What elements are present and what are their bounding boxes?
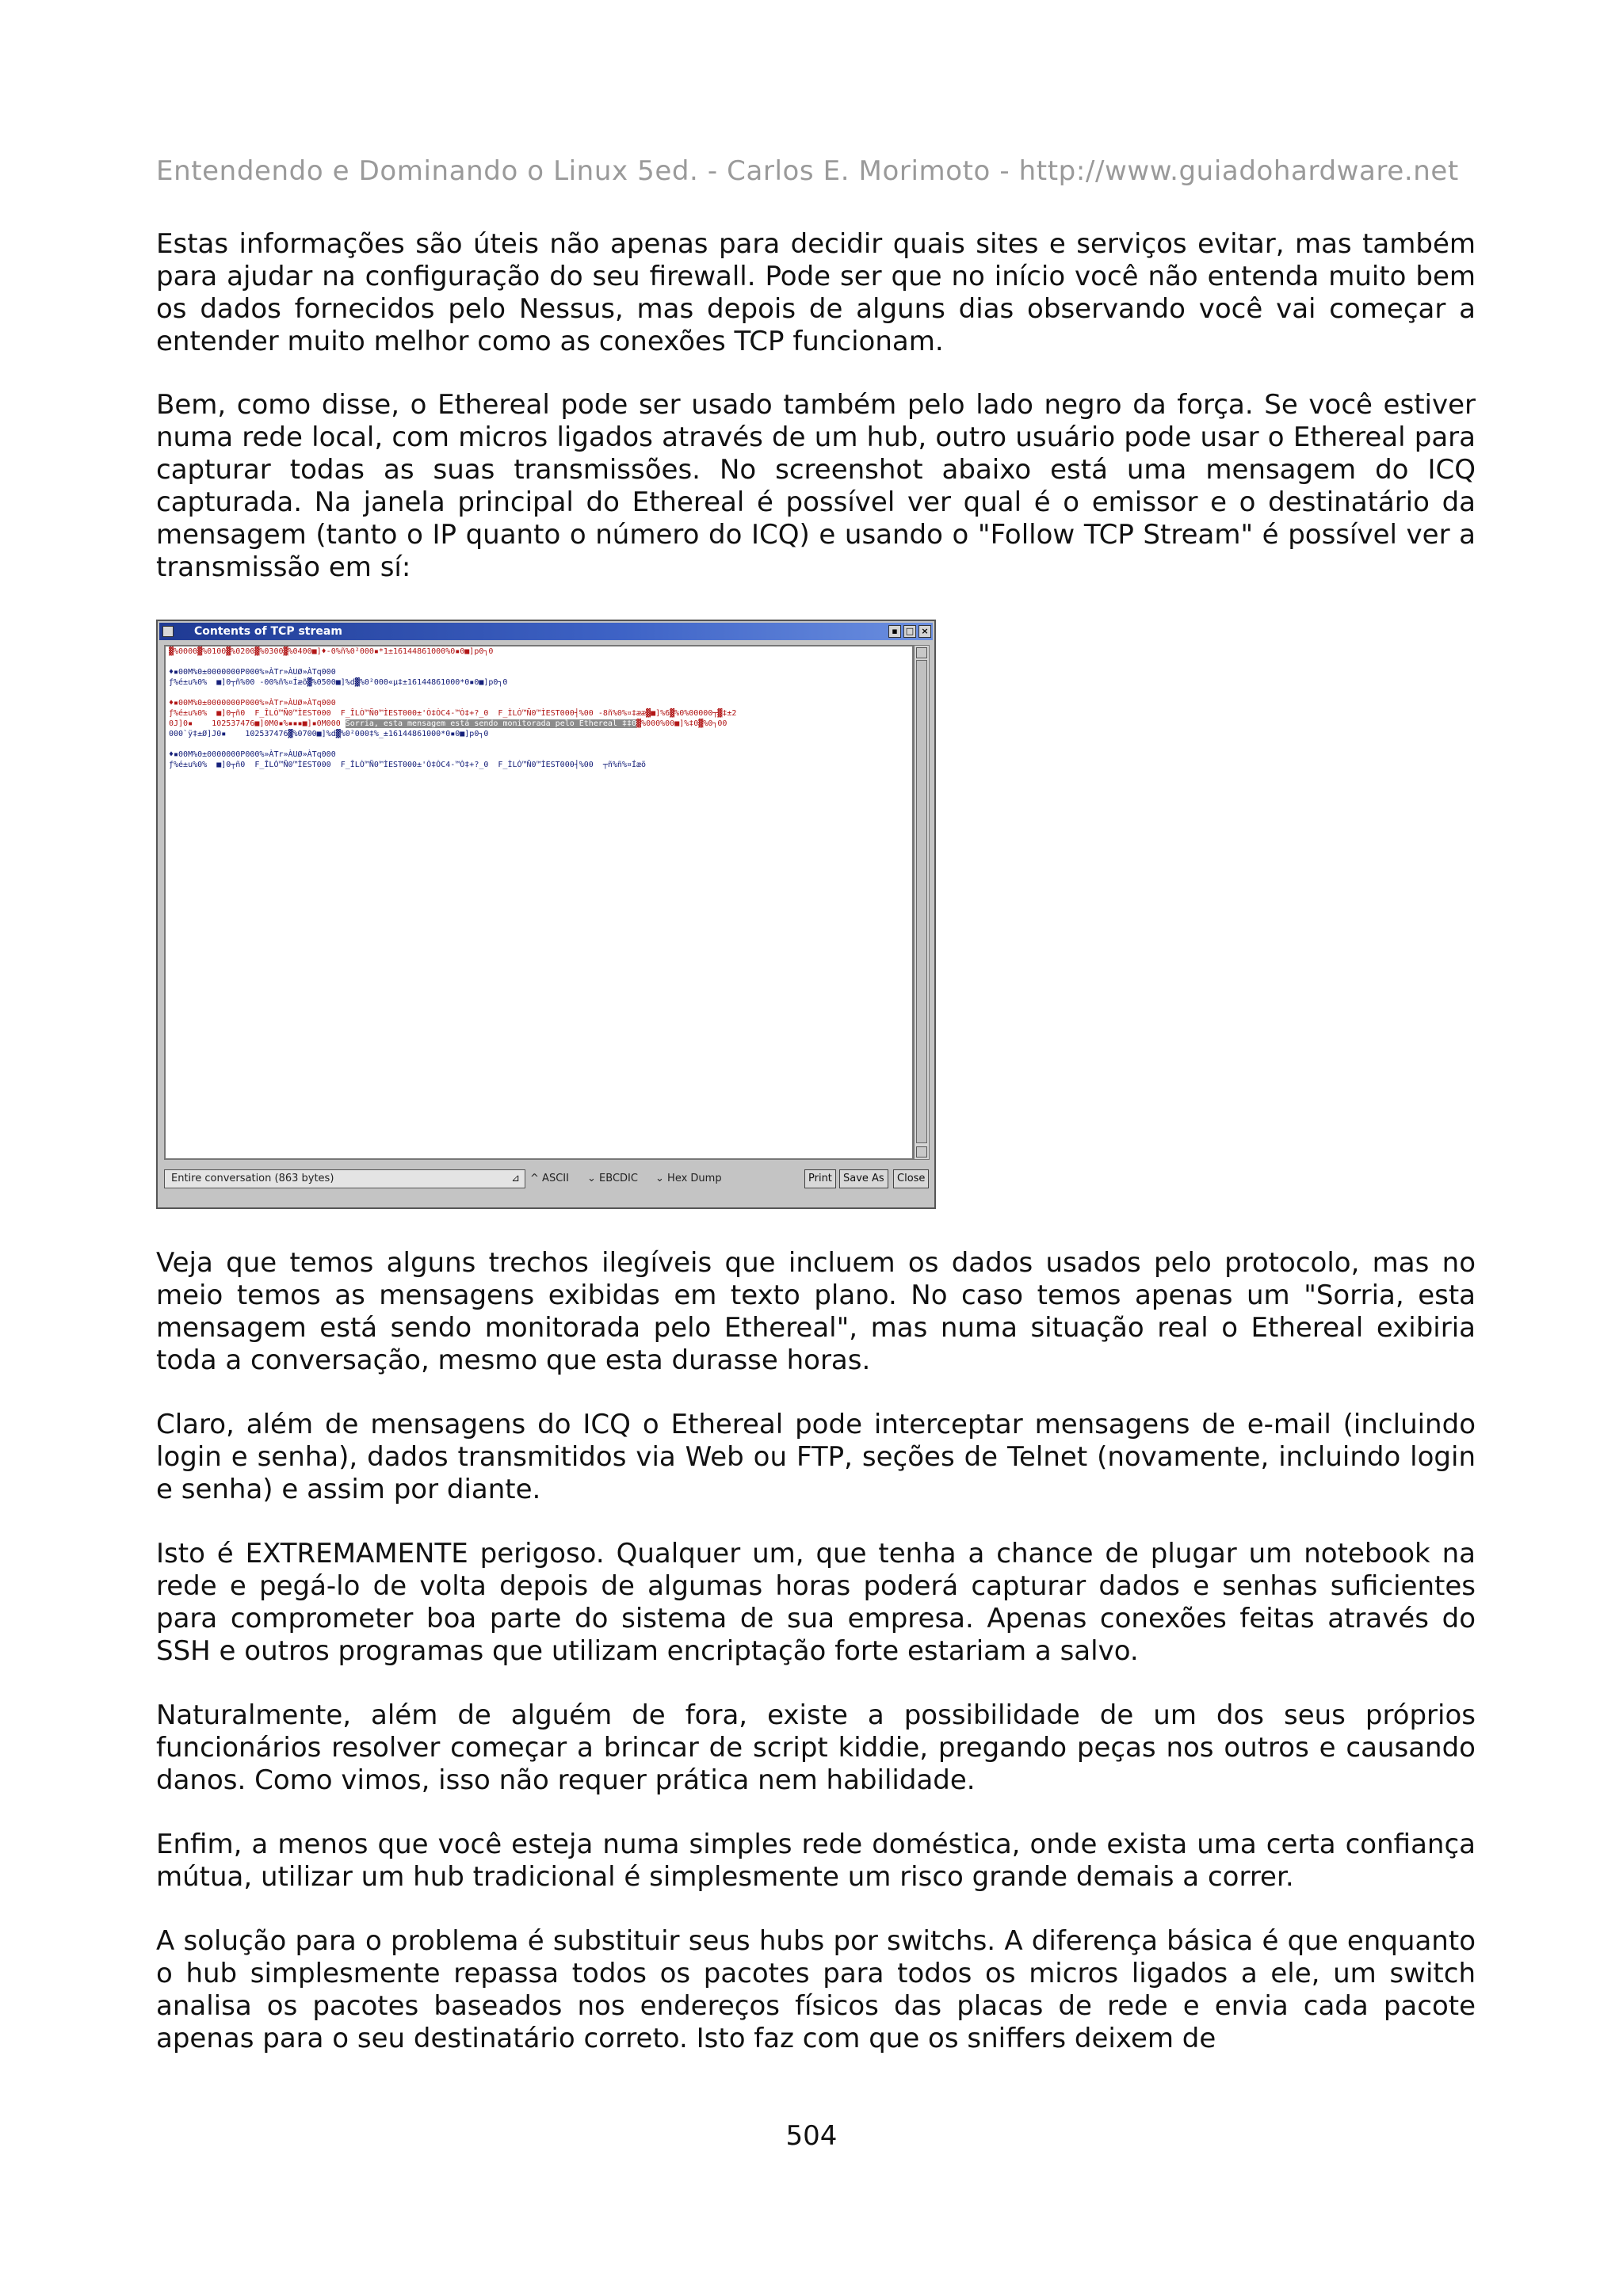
window-titlebar (159, 623, 933, 640)
paragraph-5: Isto é EXTREMAMENTE perigoso. Qualquer um, que tenha a chance de plugar um notebook na rede e pegá-lo de volta depois de algumas horas poderá capturar dados e senhas suficientes para comprometer boa parte do sistema de sua empresa. Apenas conexões feitas através do SSH e outros programas que utilizam encriptação forte estariam a salvo. (156, 1538, 1476, 1667)
window-title: Contents of TCP stream (194, 625, 342, 638)
maximize-icon[interactable]: □ (903, 625, 916, 638)
radio-hex-dump-label: Hex Dump (667, 1173, 722, 1184)
stream-line: ƒ%é±u%0% ■]0┬ñ%00 -00%ñ%¤Íæõ▓%0500■]%d▓%0²000«µ‡±16144861000*0▪0■]p0┐0 (169, 678, 513, 687)
stream-line (166, 657, 912, 667)
vertical-scrollbar[interactable] (914, 645, 930, 1160)
save-as-button[interactable]: Save As (839, 1169, 888, 1188)
tcp-stream-screenshot (156, 620, 936, 1209)
page-number: 504 (785, 2120, 838, 2152)
radio-selected-icon: ^ (530, 1173, 539, 1184)
stream-line: 000`ÿ‡±Ø]J0▪ 102537476▓%0700■]%d▓%0²000‡%_±16144861000*0▪0■]p0┐0 (169, 730, 494, 738)
radio-ebcdic[interactable] (587, 1169, 638, 1188)
page-header: Entendendo e Dominando o Linux 5ed. - Carlos E. Morimoto - http://www.guiadohardware.net (156, 155, 1459, 187)
stream-line: ♦▪00M%0±0000000P000%»ÀTr»ÀUØ»ÀTq000 (169, 699, 336, 707)
radio-ebcdic-label: EBCDIC (599, 1173, 638, 1184)
close-button[interactable]: Close (893, 1169, 929, 1188)
stream-line: ♦▪00M%0±0000000P000%»ÀTr»ÀUØ»ÀTq000 (169, 668, 336, 677)
tcp-stream-text[interactable] (164, 645, 914, 1160)
radio-ascii[interactable] (530, 1169, 569, 1188)
paragraph-1: Estas informações são úteis não apenas para decidir quais sites e serviços evitar, mas também para ajudar na configuração do seu firewall. Pode ser que no início você não entenda muito bem os dados fornecidos pelo Nessus, mas depois de alguns dias observando você vai começar a entender muito melhor como as conexões TCP funcionam. (156, 228, 1476, 357)
scroll-down-icon[interactable] (916, 1146, 927, 1158)
radio-hex-dump[interactable] (655, 1169, 722, 1188)
window-menu-icon[interactable] (162, 626, 174, 637)
radio-unselected-icon: ⌄ (587, 1173, 596, 1184)
stream-line (166, 688, 912, 698)
stream-line: ▓%0000▓%0100▓%0200▓%0300▓%0400■]♦-0%ñ%0²000▪*1±16144861000%0▪0■]p0┐0 (169, 647, 498, 656)
paragraph-6: Naturalmente, além de alguém de fora, existe a possibilidade de um dos seus próprios funcionários resolver começar a brincar de script kiddie, pregando peças nos outros e causando danos. Como vimos, isso não requer prática nem habilidade. (156, 1699, 1476, 1796)
conversation-select-value: Entire conversation (863 bytes) (171, 1173, 334, 1184)
paragraph-4: Claro, além de mensagens do ICQ o Ethereal pode interceptar mensagens de e-mail (incluindo login e senha), dados transmitidos via Web ou FTP, seções de Telnet (novamente, incluindo login e senha) e assim por diante. (156, 1409, 1476, 1505)
stream-line: ƒ%é±u%0% ■]0┬ñ0 F_ÎLÒ™Ñ0™ÌEST000 F_ÎLÒ™Ñ0™ÌEST000±'Ò‡ÒC4-™Ò‡+?_0 F_ÌLÒ™Ñ0™ÌEST000┤%00 ┬ñ%ñ%¤Íæõ (169, 761, 647, 769)
close-icon[interactable]: × (918, 625, 931, 638)
scroll-up-icon[interactable] (916, 647, 927, 658)
paragraph-2: Bem, como disse, o Ethereal pode ser usado também pelo lado negro da força. Se você estiver numa rede local, com micros ligados através de um hub, outro usuário pode usar o Ethereal para capturar todas as suas transmissões. No screenshot abaixo está uma mensagem do ICQ capturada. Na janela principal do Ethereal é possível ver qual é o emissor e o destinatário da mensagem (tanto o IP quanto o número do ICQ) e usando o "Follow TCP Stream" é possível ver a transmissão em sí: (156, 389, 1476, 583)
stream-line (166, 739, 912, 749)
stream-line: ♦▪00M%0±0000000P000%»ÀTr»ÀUØ»ÀTq000 (169, 750, 336, 759)
stream-controls (164, 1166, 930, 1192)
paragraph-7: Enfim, a menos que você esteja numa simples rede doméstica, onde exista uma certa confiança mútua, utilizar um hub tradicional é simplesmente um risco grande demais a correr. (156, 1829, 1476, 1893)
radio-unselected-icon: ⌄ (655, 1173, 664, 1184)
stream-line: ƒ%é±u%0% ■]0┬ñ0 F_ÎLÒ™Ñ0™ÌEST000 F_ÎLÒ™Ñ0™ÌEST000±'Ò‡ÒC4-™Ò‡+?_0 F_ÌLÒ™Ñ0™ÌEST000┤%00 -8ñ%0%¤‡ææ▓■]%6▓%0%00000┬▓‡±2 (169, 709, 737, 718)
paragraph-8: A solução para o problema é substituir seus hubs por switchs. A diferença básica é que enquanto o hub simplesmente repassa todos os pacotes para todos os micros ligados a ele, um switch analisa os pacotes baseados nos endereços físicos das placas de rede e envia cada pacote apenas para o seu destinatário correto. Isto faz com que os sniffers deixem de (156, 1925, 1476, 2054)
scroll-thumb[interactable] (916, 660, 927, 1143)
conversation-select[interactable] (164, 1169, 525, 1188)
minimize-icon[interactable]: ▪ (888, 625, 901, 638)
stream-highlight: Sorria, esta mensagem está sendo monitorada pelo Ethereal ‡‡0 (345, 719, 637, 728)
radio-ascii-label: ASCII (542, 1173, 569, 1184)
paragraph-3: Veja que temos alguns trechos ilegíveis que incluem os dados usados pelo protocolo, mas no meio temos as mensagens exibidas em texto plano. No caso temos apenas um "Sorria, esta mensagem está sendo monitorada pelo Ethereal", mas numa situação real o Ethereal exibiria toda a conversação, mesmo que esta durasse horas. (156, 1247, 1476, 1376)
dropdown-icon: ⊿ (511, 1173, 520, 1184)
stream-line: 0J]0▪ 102537476■]0M0▪%▪▪▪■]▪0M000 Sorria, esta mensagem está sendo monitorada pelo Ethereal ‡‡0▓%000%00■]%‡0▓%0┐00 (169, 719, 727, 728)
print-button[interactable]: Print (804, 1169, 836, 1188)
